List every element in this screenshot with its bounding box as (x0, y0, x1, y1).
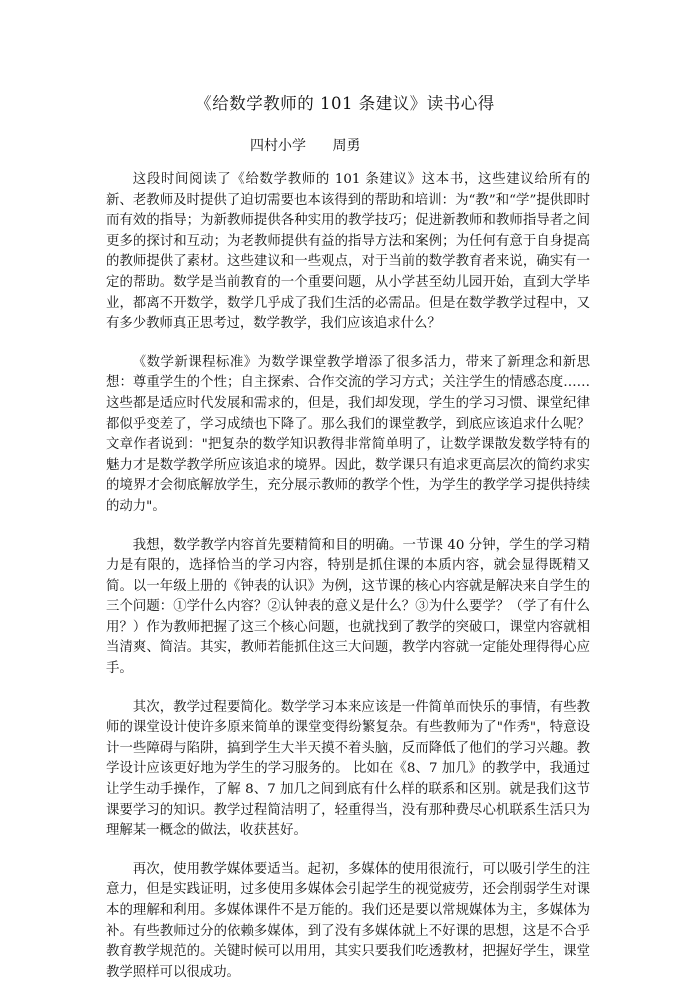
paragraph-3: 我想，数学教学内容首先要精简和目的明确。一节课 40 分钟，学生的学习精力是有限的，选择恰当的学习内容，特别是抓住课的本质内容，就会显得既精又简。以一年级上册的《钟表的认识》为例，这节课的核心内容就是解决来自学生的三个问题：①学什么内容？②认钟表的意义是什么？③为什么要学？（学了有什么用？）作为教师把握了这三个核心问题，也就找到了教学的突破口，课堂内容就相当清爽、简洁。其实，教师若能抓住这三大问题，教学内容就一定能处理得得心应手。 (106, 537, 590, 677)
paragraph-4: 其次，教学过程要简化。数学学习本来应该是一件简单而快乐的事情，有些教师的课堂设计使许多原来简单的课堂变得纷繁复杂。有些教师为了"作秀"，特意设计一些障碍与陷阱，搞到学生大半天摸不着头脑，反而降低了他们的学习兴趣。教学设计应该更好地为学生的学习服务的。 比如在《8、7 加几》的教学中，我通过让学生动手操作，了解 8、7 加几之间到底有什么样的联系和区别。就是我们这节课要学习的知识。教学过程简洁明了，轻重得当，没有那种费尽心机联系生活只为理解某一概念的做法，收获甚好。 (106, 699, 590, 839)
byline (250, 136, 360, 156)
author-school: 四村小学 (250, 138, 306, 154)
paragraph-1: 这段时间阅读了《给数学教师的 101 条建议》这本书，这些建议给所有的新、老教师及时提供了迫切需要也本该得到的帮助和培训：为“教”和“学”提供即时而有效的指导；为新教师提供各种实用的教学技巧；促进新教师和教师指导者之间更多的探讨和互动；为老教师提供有益的指导方法和案例；为任何有意于自身提高的教师提供了素材。这些建议和一些观点，对于当前的数学教育者来说，确实有一定的帮助。数学是当前教育的一个重要问题，从小学甚至幼儿园开始，直到大学毕业，都离不开数学，数学几乎成了我们生活的必需品。但是在数学教学过程中，又有多少教师真正思考过，数学教学，我们应该追求什么？ (106, 172, 590, 332)
document-body (106, 170, 590, 983)
author-name: 周勇 (332, 138, 361, 154)
document-title: 《给数学教师的 101 条建议》读书心得 (195, 94, 495, 113)
paragraph-2: 《数学新课程标准》为数学课堂教学增添了很多活力，带来了新理念和新思想：尊重学生的个性；自主探索、合作交流的学习方式；关注学生的情感态度……这些都是适应时代发展和需求的，但是，我们却发现，学生的学习习惯、课堂纪律都似乎变差了，学习成绩也下降了。那么我们的课堂教学，到底应该追求什么呢？文章作者说到："把复杂的数学知识教得非常简单明了，让数学课散发数学特有的魅力才是数学教学所应该追求的境界。因此，数学课只有追求更高层次的简约求实的境界才会彻底解放学生，充分展示教师的教学个性，为学生的教学学习提供持续的动力"。 (106, 354, 590, 514)
paragraph-5: 再次，使用教学媒体要适当。起初，多媒体的使用很流行，可以吸引学生的注意力，但是实践证明，过多使用多媒体会引起学生的视觉疲劳，还会削弱学生对课本的理解和利用。多媒体课件不是万能的。我们还是要以常规媒体为主，多媒体为补。有些教师过分的依赖多媒体，到了没有多媒体就上不好课的思想，这是不合乎教育教学规范的。关键时候可以用用，其实只要我们吃透教材，把握好学生，课堂教学照样可以很成功。 (106, 861, 590, 980)
